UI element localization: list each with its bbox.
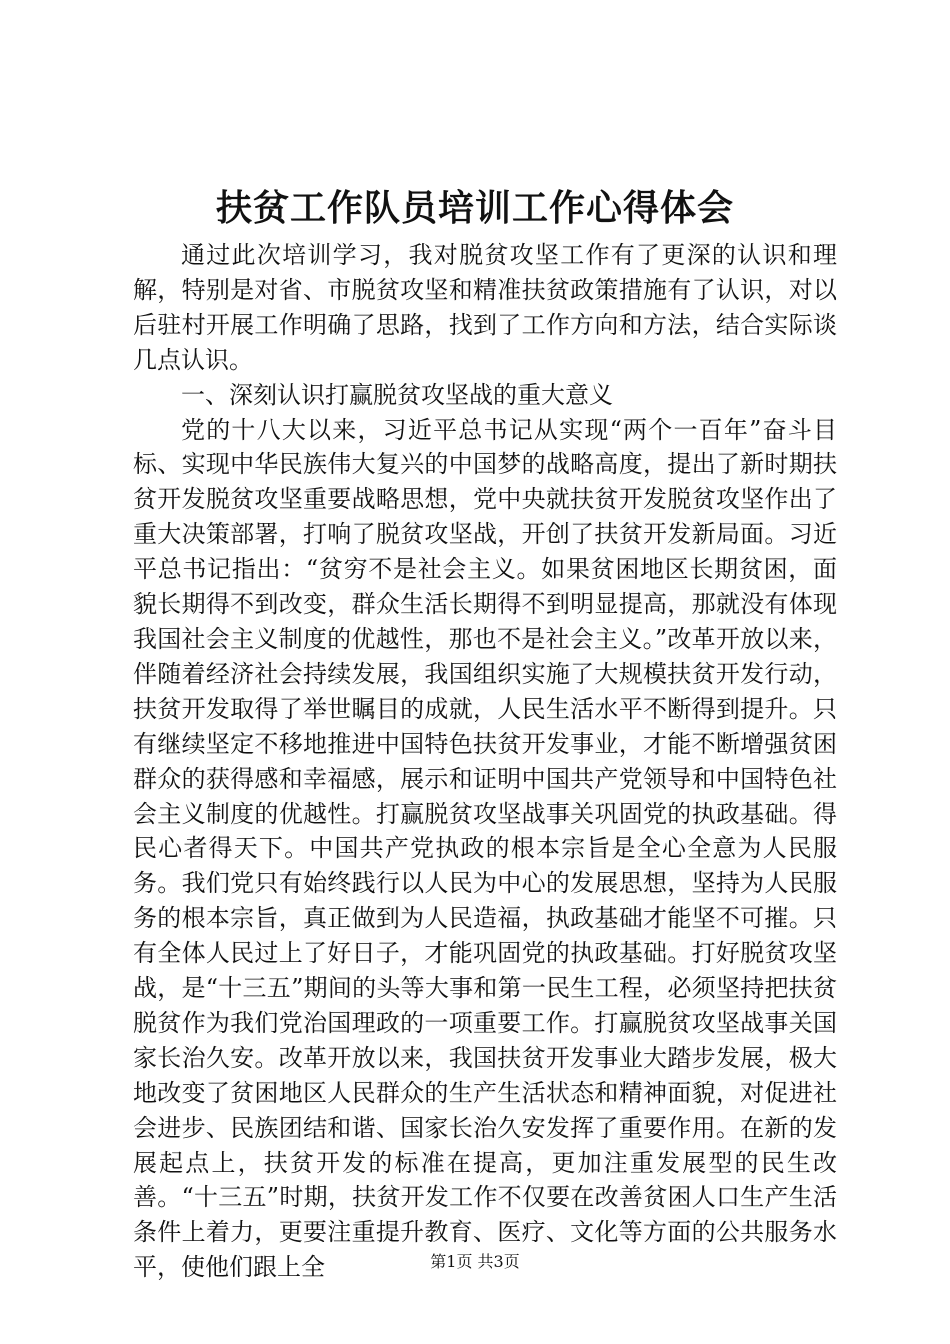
page-number-footer: 第1页 共3页 [430,1252,520,1271]
section-heading-1: 一、深刻认识打赢脱贫攻坚战的重大意义 [181,380,613,409]
paragraph-section-1: 党的十八大以来，习近平总书记从实现“两个一百年”奋斗目标、实现中华民族伟大复兴的中国梦的战略高度，提出了新时期扶贫开发脱贫攻坚重要战略思想，党中央就扶贫开发脱贫攻坚作出了重大决策部署，打响了脱贫攻坚战，开创了扶贫开发新局面。习近平总书记指出：“贫穷不是社会主义。如果贫困地区长期贫困，面貌长期得不到改变，群众生活长期得不到明显提高，那就没有体现我国社会主义制度的优越性，那也不是社会主义。”改革开放以来，伴随着经济社会持续发展，我国组织实施了大规模扶贫开发行动，扶贫开发取得了举世瞩目的成就，人民生活水平不断得到提升。只有继续坚定不移地推进中国特色扶贫开发事业，才能不断增强贫困群众的获得感和幸福感，展示和证明中国共产党领导和中国特色社会主义制度的优越性。打赢脱贫攻坚战事关巩固党的执政基础。得民心者得天下。中国共产党执政的根本宗旨是全心全意为人民服务。我们党只有始终践行以人民为中心的发展思想，坚持为人民服务的根本宗旨，真正做到为人民造福，执政基础才能坚不可摧。只有全体人民过上了好日子，才能巩固党的执政基础。打好脱贫攻坚战，是“十三五”期间的头等大事和第一民生工程，必须坚持把扶贫脱贫作为我们党治国理政的一项重要工作。打赢脱贫攻坚战事关国家长治久安。改革开放以来，我国扶贫开发事业大踏步发展，极大地改变了贫困地区人民群众的生产生活状态和精神面貌，对促进社会进步、民族团结和谐、国家长治久安发挥了重要作用。在新的发展起点上，扶贫开发的标准在提高，更加注重发展型的民生改善。“十三五”时期，扶贫开发工作不仅要在改善贫困人口生产生活条件上着力，更要注重提升教育、医疗、文化等方面的公共服务水平，使他们跟上全 [133,415,837,1282]
paragraph-intro: 通过此次培训学习，我对脱贫攻坚工作有了更深的认识和理解，特别是对省、市脱贫攻坚和精准扶贫政策措施有了认识，对以后驻村开展工作明确了思路，找到了工作方向和方法，结合实际谈几点认识。 [133,241,837,374]
document-body [133,238,837,1285]
document-title: 扶贫工作队员培训工作心得体会 [215,187,734,229]
